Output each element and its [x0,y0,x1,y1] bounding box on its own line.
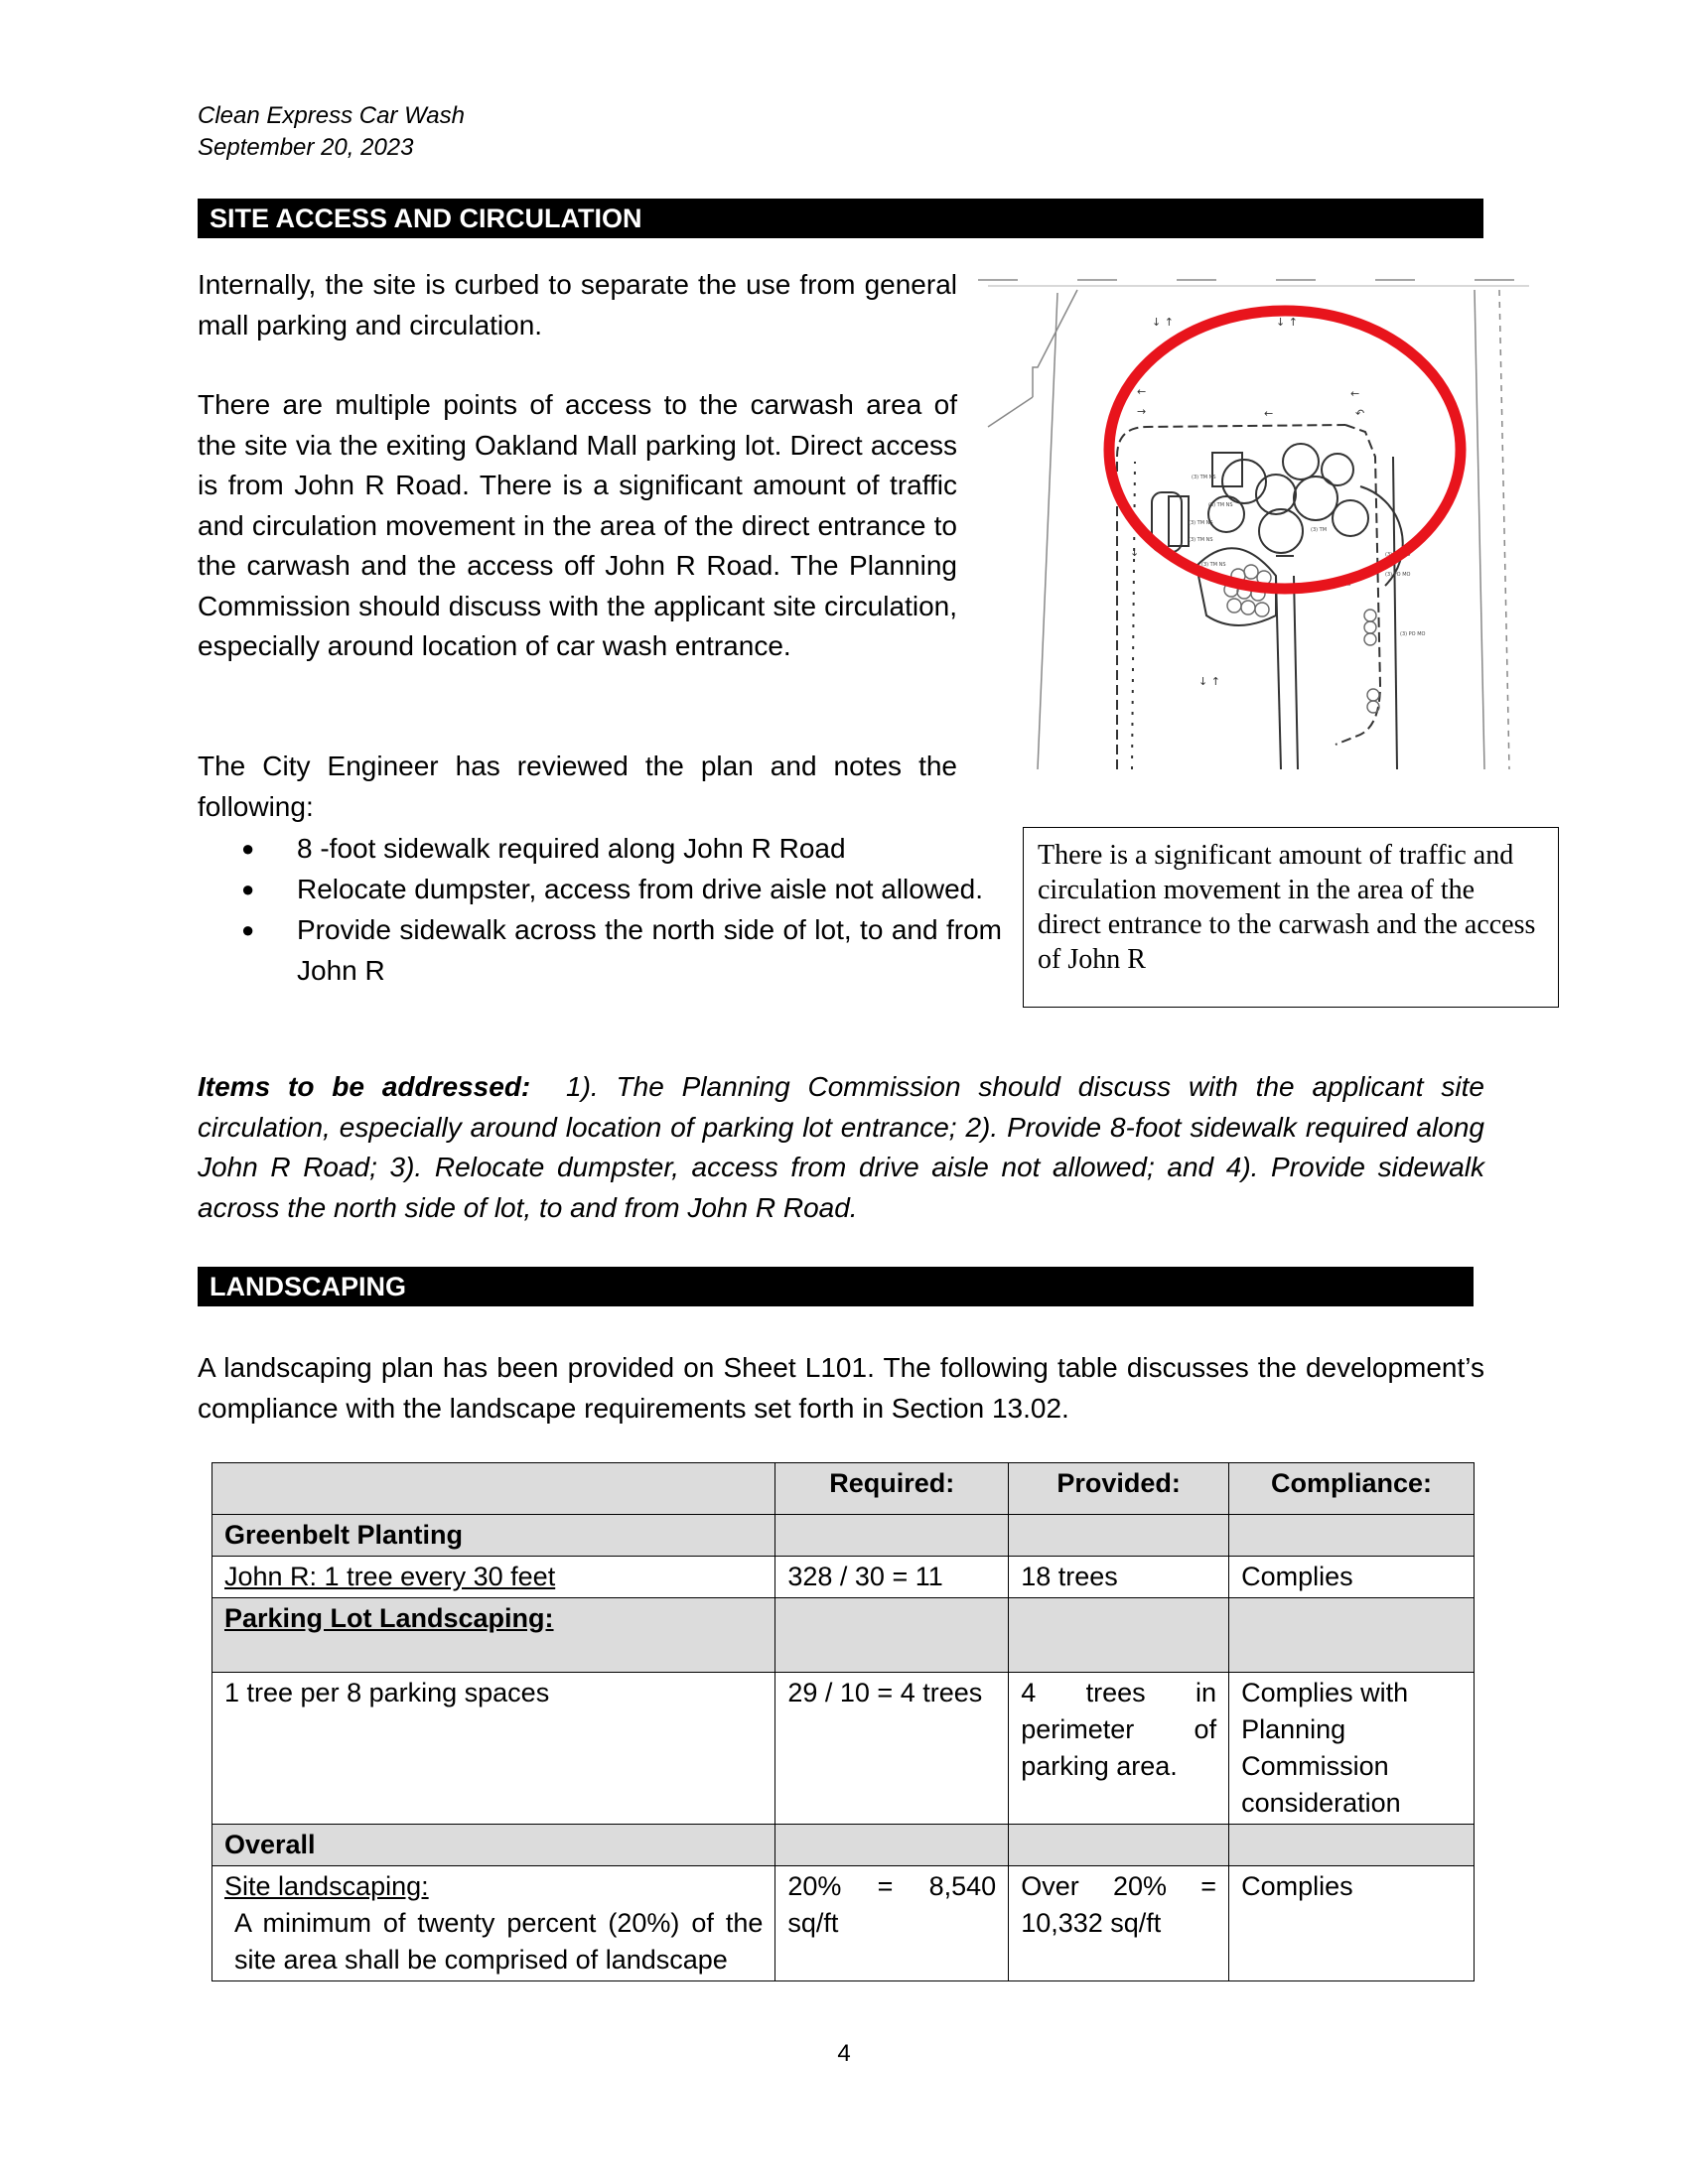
table-header-provided: Provided: [1009,1463,1229,1515]
site-access-paragraph-1: Internally, the site is curbed to separate the use from general mall parking and circulation. [198,269,957,341]
greenbelt-compliance: Complies [1229,1557,1475,1598]
site-landscaping-label: Site landscaping: [224,1871,429,1901]
svg-text:(3) TM NS: (3) TM NS [1201,562,1226,568]
section-heading-landscaping: LANDSCAPING [198,1267,1474,1306]
section-heading-site-access: SITE ACCESS AND CIRCULATION [198,199,1483,238]
landscape-compliance-table [211,1462,1475,1981]
site-landscaping-desc: A minimum of twenty percent (20%) of the site area shall be comprised of landscape [234,1908,764,1975]
callout-box: There is a significant amount of traffic and circulation movement in the area of the direct entrance to the carwash and the access of John R [1023,827,1559,1008]
svg-text:→: → [1137,405,1147,418]
svg-text:(3) PO MO: (3) PO MO [1400,631,1426,637]
site-compliance: Complies [1229,1866,1475,1981]
svg-text:(3) TM NS: (3) TM NS [1189,520,1213,526]
site-required: 20% = 8,540 sq/ft [775,1866,1009,1981]
site-plan-image [978,258,1529,779]
list-item: ● Relocate dumpster, access from drive aisle not allowed. [198,869,1002,909]
table-header-row [212,1463,1475,1515]
parking-title: Parking Lot Landscaping: [212,1598,775,1673]
svg-text:↓ ↑: ↓ ↑ [1198,675,1220,688]
greenbelt-provided: 18 trees [1009,1557,1229,1598]
greenbelt-requirement: John R: 1 tree every 30 feet [212,1557,775,1598]
svg-text:↓ ↑: ↓ ↑ [1276,316,1298,329]
overall-title: Overall [212,1825,775,1866]
svg-text:(3) TM: (3) TM [1311,527,1328,533]
table-header-required: Required: [775,1463,1009,1515]
site-access-paragraph-2: There are multiple points of access to the carwash area of the site via the exiting Oakland Mall parking lot. Direct access is from John R Road. There is a significant amount of traffic and circulation movement in the area of the direct entrance to the carwash and the access off John R Road. The Planning Commission should discuss with the applicant site circulation, especially around location of car wash entrance. [198,389,957,661]
items-text: 1). The Planning Commission should discuss with the applicant site circulation, especially around location of parking lot entrance; 2). Provide 8-foot sidewalk required along John R Road; 3). Relocate dumpster, access from drive aisle not allowed; and 4). Provide sidewalk across the north side of lot, to and from John R Road. [198,1071,1484,1223]
svg-text:(3) TM NS: (3) TM NS [1208,502,1233,508]
site-access-paragraph-3: The City Engineer has reviewed the plan and notes the following: [198,751,957,822]
table-row [212,1515,1475,1557]
greenbelt-title: Greenbelt Planting [212,1515,775,1557]
parking-requirement: 1 tree per 8 parking spaces [212,1673,775,1825]
items-label: Items to be addressed: [198,1071,531,1102]
items-to-be-addressed [198,1067,1484,1228]
table-header-compliance: Compliance: [1229,1463,1475,1515]
parking-provided: 4 trees in perimeter of parking area. [1009,1673,1229,1825]
svg-text:(3) TM NS: (3) TM NS [1189,537,1213,543]
document-title: Clean Express Car Wash [198,102,465,129]
site-provided: Over 20% = 10,332 sq/ft [1009,1866,1229,1981]
svg-text:(3) PO MO: (3) PO MO [1326,582,1351,588]
parking-compliance: Complies with Planning Commission consideration [1229,1673,1475,1825]
parking-required: 29 / 10 = 4 trees [775,1673,1009,1825]
list-item: ● 8 -foot sidewalk required along John R Road [198,828,1002,869]
table-row [212,1866,1475,1981]
landscaping-intro: A landscaping plan has been provided on Sheet L101. The following table discusses the development’s compliance with the landscape requirements set forth in Section 13.02. [198,1352,1484,1424]
page-number: 4 [837,2040,851,2067]
svg-text:(3) PO MO: (3) PO MO [1385,572,1411,578]
table-row [212,1598,1475,1673]
bullet-icon: ● [241,917,255,942]
greenbelt-required: 328 / 30 = 11 [775,1557,1009,1598]
svg-text:(3) PO MO: (3) PO MO [1385,552,1411,558]
table-header-blank [212,1463,775,1515]
bullet-icon: ● [241,836,255,861]
svg-text:←: ← [1137,385,1147,398]
bullet-icon: ● [241,877,255,901]
document-date: September 20, 2023 [198,134,414,161]
svg-text:↶: ↶ [1355,407,1365,420]
list-item: ● Provide sidewalk across the north side of lot, to and from John R [198,909,1002,991]
svg-text:←: ← [1350,387,1360,400]
svg-text:←: ← [1264,407,1274,420]
table-row [212,1673,1475,1825]
engineer-notes-list [198,828,1002,991]
svg-text:(3) TM NS: (3) TM NS [1192,475,1216,480]
table-row [212,1557,1475,1598]
svg-text:↓ ↑: ↓ ↑ [1152,316,1174,329]
table-row [212,1825,1475,1866]
svg-text:↓: ↓ [1130,546,1140,559]
